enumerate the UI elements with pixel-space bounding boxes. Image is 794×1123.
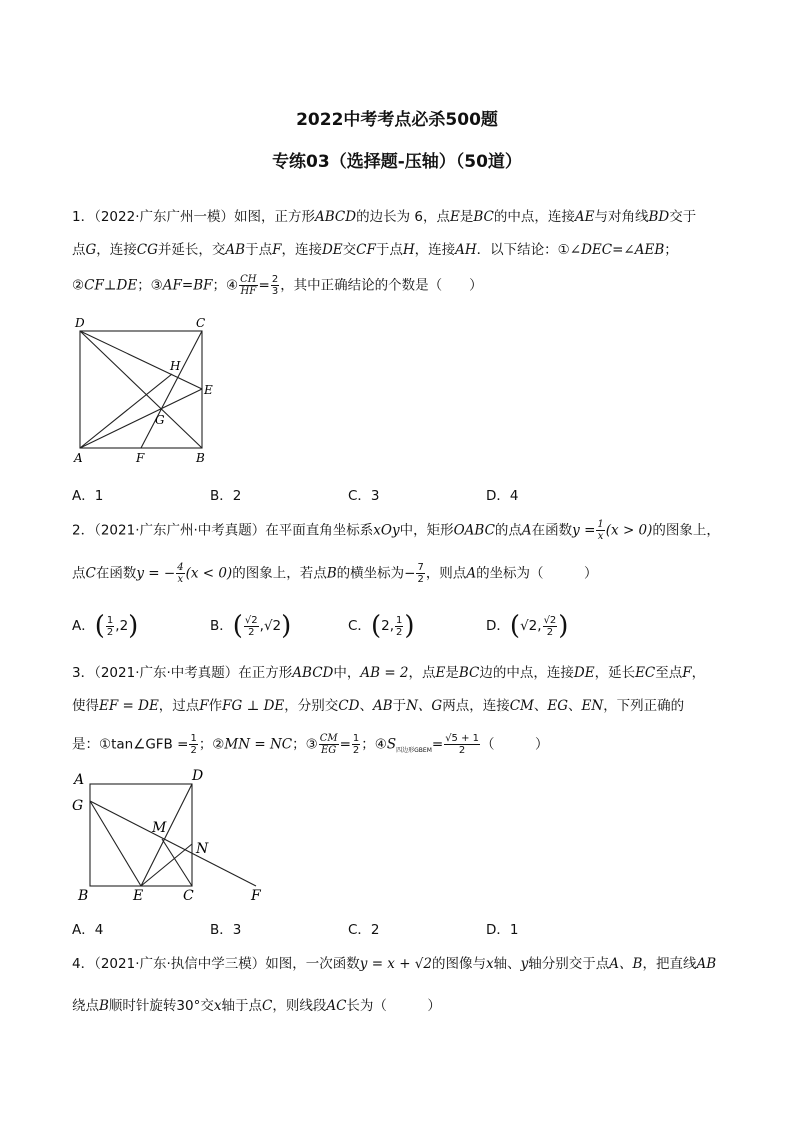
q2-option-b[interactable]: B．( $\frac{√2}{2}$ ,√2) xyxy=(210,611,292,641)
q1-label-c: C xyxy=(196,316,206,330)
q3-option-b[interactable]: B．3 xyxy=(210,922,242,938)
document-subtitle: 专练03（选择题-压轴）（50道） xyxy=(272,152,522,172)
q4-line-2: 绕点B顺时针旋转30°交x轴于点C，则线段AC长为（ ） xyxy=(72,998,441,1014)
q1-label-h: H xyxy=(170,359,181,373)
q2-option-c[interactable]: C．(2, $\frac{1}{2}$ ) xyxy=(348,611,415,641)
q1-line-1: 1．（2022·广东广州一模）如图，正方形ABCD的边长为 6，点E是BC的中点，连接AE与对角线BD交于 xyxy=(72,209,697,225)
q2-line-1: 2．（2021·广东广州·中考真题）在平面直角坐标系xOy中，矩形OABC的点A在函数y = $\frac{1}{x}$ (x > 0)的图象上， xyxy=(72,519,720,542)
q3-label-a: A xyxy=(74,772,85,788)
document-title: 2022中考考点必杀500题 xyxy=(296,110,498,130)
q1-label-e: E xyxy=(204,383,213,397)
q1-fraction-2-3: $\frac{2}{3}$ xyxy=(271,274,279,297)
q2-option-d[interactable]: D．(√2, $\frac{√2}{2}$ ) xyxy=(486,611,569,641)
q1-fraction-ch-hf: $\frac{CH}{HF}$ xyxy=(240,274,257,297)
q1-option-a[interactable]: A．1 xyxy=(72,488,104,504)
q3-option-d[interactable]: D．1 xyxy=(486,922,519,938)
q3-label-c: C xyxy=(183,888,194,904)
q1-option-b[interactable]: B．2 xyxy=(210,488,242,504)
q2-line-2: 点C在函数y = − $\frac{4}{x}$ (x < 0)的图象上，若点B的横坐标为− $\frac{7}{2}$ ，则点A的坐标为（ ） xyxy=(72,562,598,585)
q1-option-d[interactable]: D．4 xyxy=(486,488,519,504)
q3-label-d: D xyxy=(192,768,204,784)
q3-line-2: 使得EF = DE，过点F作FG ⊥ DE，分别交CD、AB于N、G两点，连接CM、EG、EN，下列正确的 xyxy=(72,698,685,714)
q1-label-b: B xyxy=(196,451,205,465)
q3-label-f: F xyxy=(251,888,261,904)
q1-label-d: D xyxy=(75,316,85,330)
q3-label-n: N xyxy=(196,841,209,857)
q3-label-b: B xyxy=(78,888,89,904)
q2-option-a[interactable]: A．( $\frac{1}{2}$ ,2) xyxy=(72,611,139,641)
q1-label-g: G xyxy=(155,413,165,427)
q1-option-c[interactable]: C．3 xyxy=(348,488,380,504)
q3-option-a[interactable]: A．4 xyxy=(72,922,104,938)
q3-line-3: 是：①tan∠GFB = $\frac{1}{2}$ ；②MN = NC；③ $\frac{CM}{EG}$ = $\frac{1}{2}$ ；$④S_{四边形GBEM}=$ $\frac{√5 + 1}{2}$ （ ） xyxy=(72,733,549,756)
q3-label-m: M xyxy=(152,820,167,836)
q3-figure-square xyxy=(70,768,270,904)
q3-line-1: 3．（2021·广东·中考真题）在正方形ABCD中，AB = 2，点E是BC边的中点，连接DE，延长EC至点F， xyxy=(72,665,706,681)
q1-figure-square xyxy=(70,314,220,466)
q3-label-e: E xyxy=(133,888,144,904)
q1-line-2: 点G，连接CG并延长，交AB于点F，连接DE交CF于点H，连接AH．以下结论：①∠DEC=∠AEB； xyxy=(72,242,678,258)
q3-label-g: G xyxy=(72,798,84,814)
q3-option-c[interactable]: C．2 xyxy=(348,922,380,938)
q1-label-f: F xyxy=(136,451,145,465)
q1-line-3: ②CF⊥DE；③AF=BF；④ $\frac{CH}{HF}$ = $\frac{2}{3}$ ，其中正确结论的个数是（ ） xyxy=(72,274,483,297)
q4-line-1: 4．（2021·广东·执信中学三模）如图，一次函数y = x + √2的图像与x轴、y轴分别交于点A、B，把直线AB xyxy=(72,956,717,972)
q1-label-a: A xyxy=(74,451,83,465)
